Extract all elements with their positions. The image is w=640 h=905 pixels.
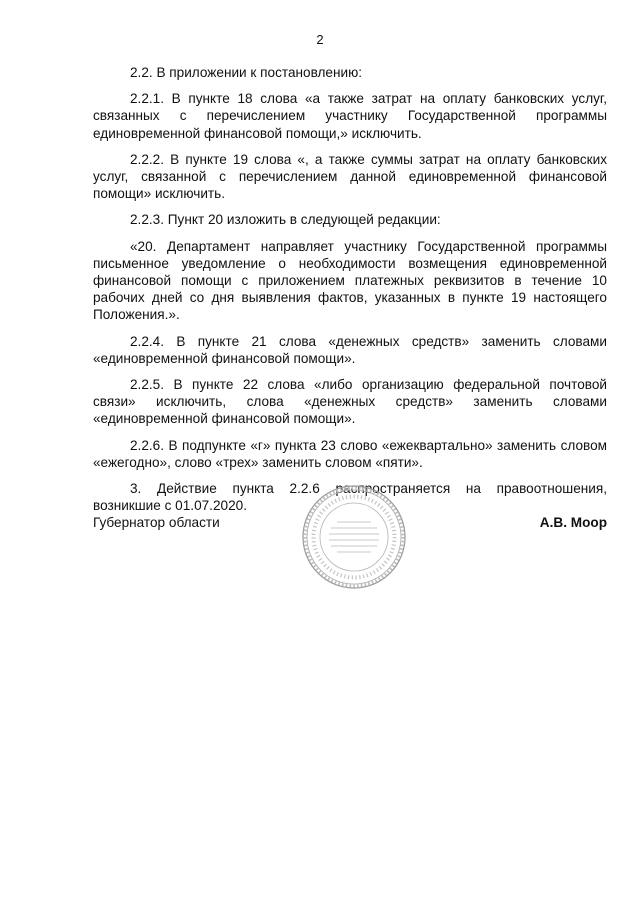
official-seal-icon	[301, 484, 407, 590]
signer-title: Губернатор области	[93, 515, 220, 530]
signer-name: А.В. Моор	[539, 515, 607, 530]
signature-block	[93, 515, 607, 535]
paragraph-2-2-1: 2.2.1. В пункте 18 слова «а также затрат на оплату банковских услуг, связанных с перечислением участнику Государственной программы единовременной финансовой помощи,» исключить.	[93, 91, 607, 141]
paragraph-2-2-5: 2.2.5. В пункте 22 слова «либо организацию федеральной почтовой связи» исключить, слова «денежных средств» заменить словами «единовременной финансовой помощи».	[93, 377, 607, 427]
document-body	[93, 64, 607, 523]
paragraph-2-2-2: 2.2.2. В пункте 19 слова «, а также суммы затрат на оплату банковских услуг, связанной с перечислением данной единовременной финансовой помощи» исключить.	[93, 151, 607, 202]
paragraph-3: 3. Действие пункта 2.2.6 распространяется на правоотношения, возникшие с 01.07.2020.	[93, 481, 607, 514]
paragraph-2-2: 2.2. В приложении к постановлению:	[130, 65, 363, 80]
paragraph-2-2-6: 2.2.6. В подпункте «г» пункта 23 слово «ежеквартально» заменить словом «ежегодно», слово «трех» заменить словом «пяти».	[93, 437, 607, 470]
paragraph-point-20: «20. Департамент направляет участнику Государственной программы письменное уведомление о необходимости возмещения единовременной финансовой помощи с приложением платежных реквизитов в течение 10 рабочих дней со дня выявления фактов, указанных в пункте 19 настоящего Положения.».	[93, 238, 607, 323]
paragraph-2-2-3: 2.2.3. Пункт 20 изложить в следующей редакции:	[130, 212, 441, 228]
page-number: 2	[316, 32, 324, 47]
paragraph-2-2-4: 2.2.4. В пункте 21 слова «денежных средств» заменить словами «единовременной финансовой помощи».	[93, 333, 607, 366]
